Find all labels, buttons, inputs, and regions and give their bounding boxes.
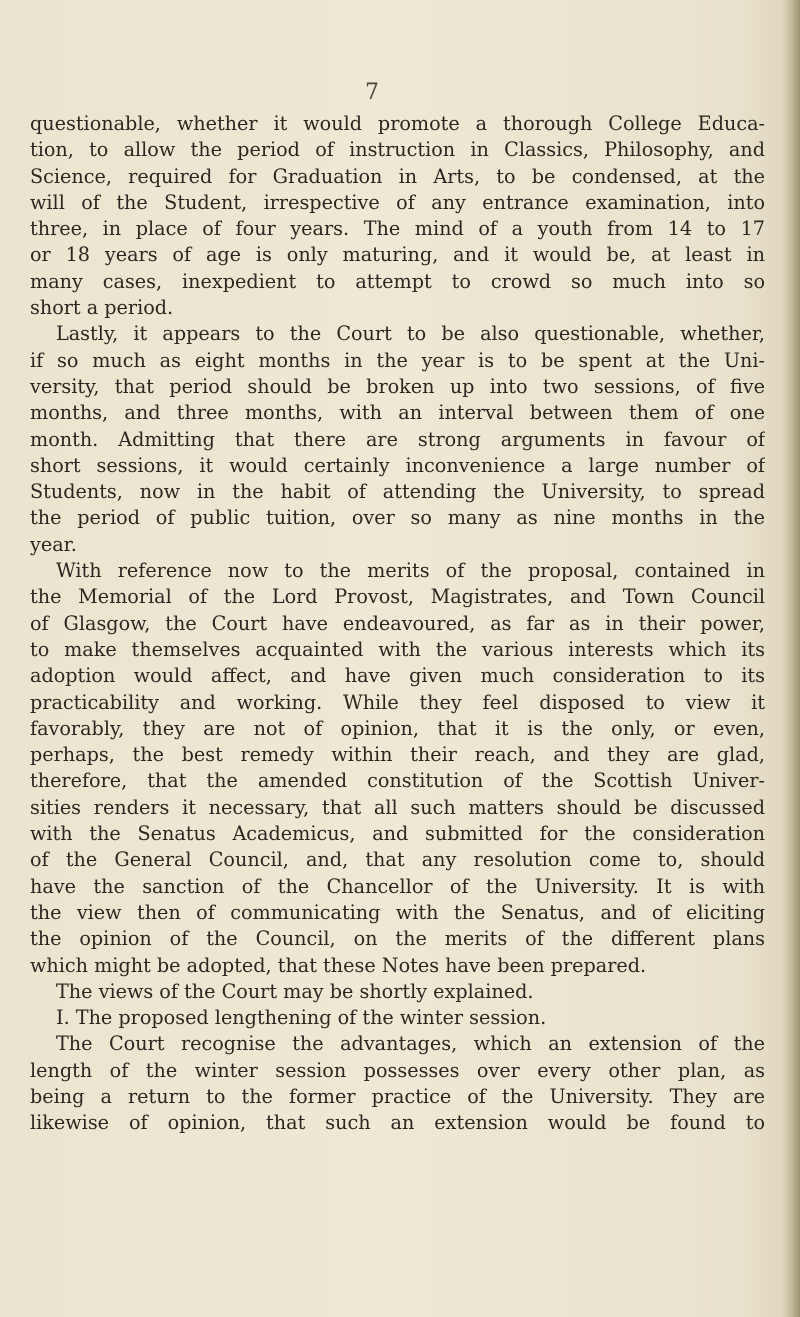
text-line: the view then of communicating with the Senatus, and of eliciting: [30, 900, 765, 924]
text-line: length of the winter session possesses over every other plan, as: [30, 1058, 765, 1082]
text-line: perhaps, the best remedy within their reach, and they are glad,: [30, 743, 765, 767]
text-line: which might be adopted, that these Notes have been prepared.: [30, 953, 647, 977]
text-line: many cases, inexpedient to attempt to crowd so much into so: [30, 269, 765, 293]
text-line: likewise of opinion, that such an extension would be found to: [30, 1111, 765, 1135]
text-line: short a period.: [30, 296, 174, 320]
text-line: I. The proposed lengthening of the winter session.: [56, 1006, 547, 1030]
text-line: months, and three months, with an interval between them of one: [30, 401, 765, 425]
text-line: versity, that period should be broken up into two sessions, of five: [30, 374, 765, 398]
text-line: will of the Student, irrespective of any entrance examination, into: [30, 190, 765, 214]
text-line: short sessions, it would certainly inconvenience a large number of: [30, 453, 765, 477]
page-spine-shadow: [782, 0, 800, 1317]
text-line: month. Admitting that there are strong arguments in favour of: [30, 427, 765, 451]
text-line: practicability and working. While they feel disposed to view it: [30, 690, 765, 714]
text-line: adoption would affect, and have given much consideration to its: [30, 664, 765, 688]
text-line: questionable, whether it would promote a thorough College Educa-: [30, 112, 765, 135]
text-line: of the General Council, and, that any resolution come to, should: [30, 848, 765, 872]
text-line: the period of public tuition, over so many as nine months in the: [30, 506, 765, 530]
text-line: Science, required for Graduation in Arts, to be condensed, at the: [30, 164, 765, 188]
text-line: have the sanction of the Chancellor of the University. It is with: [30, 874, 765, 898]
text-line: The views of the Court may be shortly explained.: [56, 979, 534, 1003]
text-line: tion, to allow the period of instruction in Classics, Philosophy, and: [30, 138, 765, 162]
page-number: 7: [365, 80, 379, 105]
text-line: Lastly, it appears to the Court to be also questionable, whether,: [56, 322, 765, 346]
text-line: of Glasgow, the Court have endeavoured, as far as in their power,: [30, 611, 765, 635]
text-line: three, in place of four years. The mind of a youth from 14 to 17: [30, 217, 765, 241]
text-line: year.: [30, 532, 77, 556]
text-line: Students, now in the habit of attending the University, to spread: [30, 480, 765, 504]
text-line: to make themselves acquainted with the various interests which its: [30, 637, 765, 661]
text-line: if so much as eight months in the year is to be spent at the Uni-: [30, 348, 765, 372]
text-line: being a return to the former practice of the University. They are: [30, 1084, 765, 1108]
text-line: With reference now to the merits of the proposal, contained in: [56, 559, 765, 583]
text-line: therefore, that the amended constitution of the Scottish Univer-: [30, 769, 765, 793]
text-line: The Court recognise the advantages, which an extension of the: [56, 1032, 765, 1056]
text-line: or 18 years of age is only maturing, and it would be, at least in: [30, 243, 765, 267]
text-line: sities renders it necessary, that all such matters should be discussed: [30, 795, 765, 819]
text-line: favorably, they are not of opinion, that it is the only, or even,: [30, 716, 765, 740]
body-text: [30, 111, 765, 1137]
text-line: the Memorial of the Lord Provost, Magistrates, and Town Council: [30, 585, 765, 609]
text-line: with the Senatus Academicus, and submitted for the consideration: [30, 822, 765, 846]
text-line: the opinion of the Council, on the merits of the different plans: [30, 927, 765, 951]
